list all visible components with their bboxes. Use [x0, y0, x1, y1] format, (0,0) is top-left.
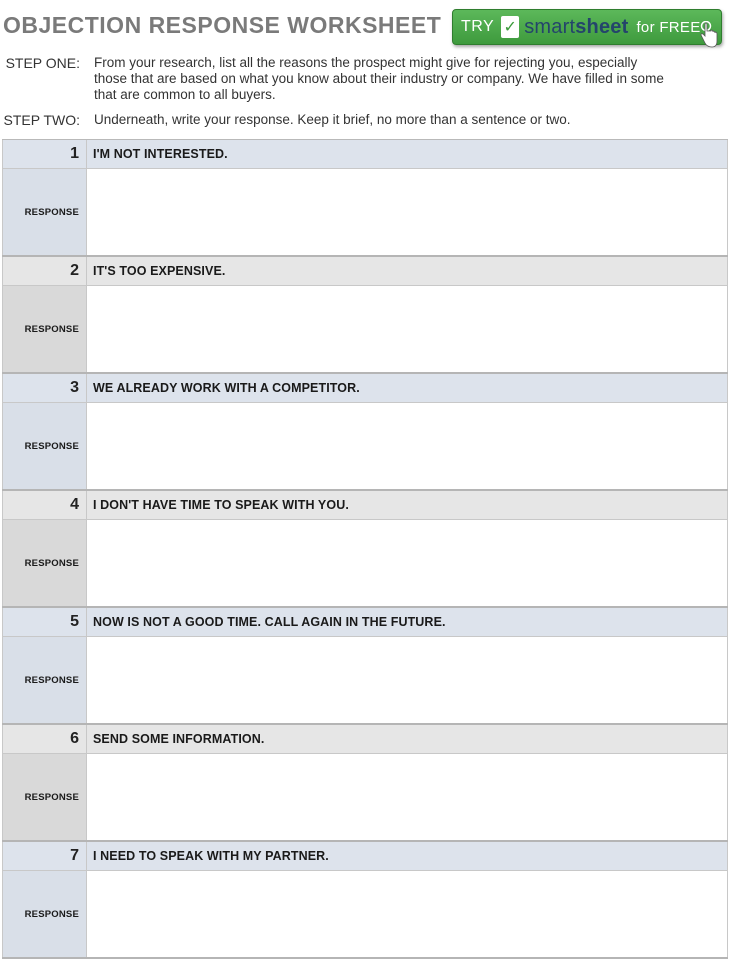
- step-two: [0, 112, 674, 128]
- brand-part1: smart: [524, 15, 576, 38]
- response-label: RESPONSE: [2, 871, 87, 957]
- objection-number: 1: [2, 140, 87, 168]
- objection-number: 7: [2, 842, 87, 870]
- response-row: [2, 520, 728, 608]
- objection-number: 2: [2, 257, 87, 285]
- response-label: RESPONSE: [2, 637, 87, 723]
- objection-text: I DON'T HAVE TIME TO SPEAK WITH YOU.: [87, 491, 728, 519]
- objection-row: [2, 374, 728, 403]
- response-field[interactable]: [87, 520, 728, 606]
- response-field[interactable]: [87, 871, 728, 957]
- objection-number: 3: [2, 374, 87, 402]
- response-label: RESPONSE: [2, 169, 87, 255]
- objection-text: IT'S TOO EXPENSIVE.: [87, 257, 728, 285]
- step-one: [0, 55, 674, 103]
- step-one-label: STEP ONE:: [5, 55, 80, 71]
- response-row: [2, 169, 728, 257]
- objection-row: [2, 725, 728, 754]
- page-title: OBJECTION RESPONSE WORKSHEET: [3, 12, 442, 38]
- objection-number: 5: [2, 608, 87, 636]
- response-field[interactable]: [87, 754, 728, 840]
- objection-number: 4: [2, 491, 87, 519]
- hand-cursor-icon: [699, 21, 719, 49]
- response-label: RESPONSE: [2, 286, 87, 372]
- response-row: [2, 286, 728, 374]
- response-row: [2, 754, 728, 842]
- step-two-label: STEP TWO:: [3, 112, 80, 128]
- cta-try-label: TRY: [461, 18, 495, 35]
- objection-row: [2, 608, 728, 637]
- cta-free-label: for FREE: [636, 18, 701, 36]
- objection-table: [2, 139, 728, 959]
- objection-row: [2, 842, 728, 871]
- response-field[interactable]: [87, 169, 728, 255]
- objection-text: NOW IS NOT A GOOD TIME. CALL AGAIN IN THE FUTURE.: [87, 608, 728, 636]
- response-label: RESPONSE: [2, 520, 87, 606]
- response-row: [2, 637, 728, 725]
- response-label: RESPONSE: [2, 754, 87, 840]
- objection-text: I NEED TO SPEAK WITH MY PARTNER.: [87, 842, 728, 870]
- objection-text: I'M NOT INTERESTED.: [87, 140, 728, 168]
- objection-text: WE ALREADY WORK WITH A COMPETITOR.: [87, 374, 728, 402]
- step-one-text: From your research, list all the reasons the prospect might give for rejecting you, especially those that are based on what you know about their industry or company. We have filled in some that are common to all buyers.: [94, 55, 664, 102]
- try-smartsheet-button[interactable]: [452, 9, 722, 45]
- response-field[interactable]: [87, 286, 728, 372]
- smartsheet-logo: [524, 16, 628, 39]
- objection-row: [2, 140, 728, 169]
- response-row: [2, 403, 728, 491]
- brand-part2: sheet: [575, 15, 629, 38]
- objection-number: 6: [2, 725, 87, 753]
- response-field[interactable]: [87, 403, 728, 489]
- response-field[interactable]: [87, 637, 728, 723]
- objection-text: SEND SOME INFORMATION.: [87, 725, 728, 753]
- step-two-text: Underneath, write your response. Keep it brief, no more than a sentence or two.: [94, 112, 571, 127]
- objection-row: [2, 491, 728, 520]
- objection-row: [2, 257, 728, 286]
- response-label: RESPONSE: [2, 403, 87, 489]
- checkmark-icon: ✓: [501, 16, 519, 38]
- response-row: [2, 871, 728, 959]
